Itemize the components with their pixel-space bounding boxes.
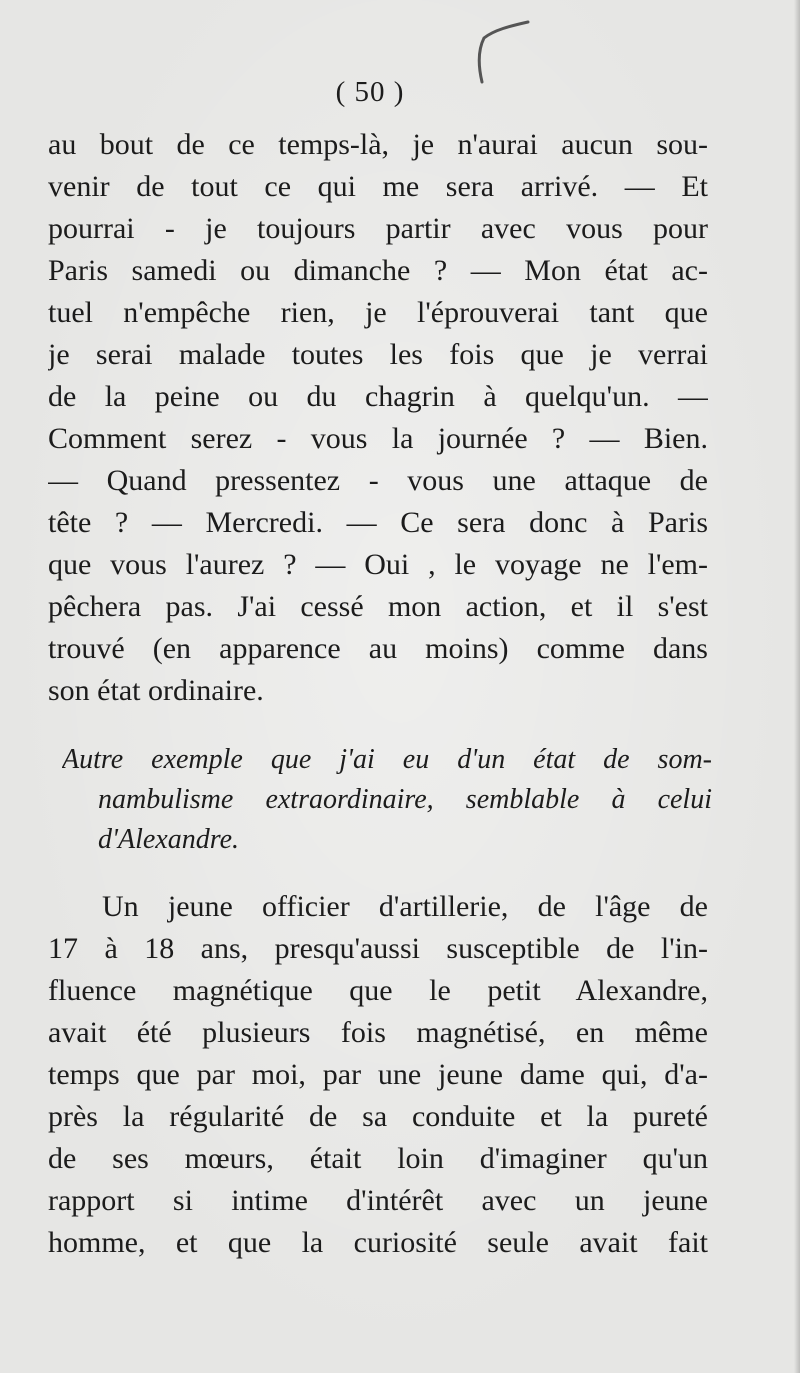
text-line: rapport si intime d'intérêt avec un jeune [48, 1184, 708, 1217]
text-line: tuel n'empêche rien, je l'éprouverai tant que [48, 296, 708, 329]
paragraph-1 [48, 124, 708, 712]
text-line: de ses mœurs, était loin d'imaginer qu'un [48, 1142, 708, 1175]
text-line: temps que par moi, par une jeune dame qui, d'a- [48, 1058, 708, 1091]
paragraph-2 [48, 886, 708, 1264]
text-line: que vous l'aurez ? — Oui , le voyage ne l'em- [48, 548, 708, 581]
text-line: homme, et que la curiosité seule avait fait [48, 1226, 708, 1259]
text-line: son état ordinaire. [48, 674, 264, 707]
text-line: 17 à 18 ans, presqu'aussi susceptible de l'in- [48, 932, 708, 965]
heading-line: Autre exemple que j'ai eu d'un état de som- [62, 744, 712, 775]
text-line: Un jeune officier d'artillerie, de l'âge de [102, 890, 708, 923]
heading-line: nambulisme extraordinaire, semblable à celui [98, 784, 712, 815]
text-line: pourrai - je toujours partir avec vous pour [48, 212, 708, 245]
text-line: Comment serez - vous la journée ? — Bien. [48, 422, 708, 455]
text-line: venir de tout ce qui me sera arrivé. — Et [48, 170, 708, 203]
text-line: pêchera pas. J'ai cessé mon action, et il s'est [48, 590, 708, 623]
text-line: je serai malade toutes les fois que je verrai [48, 338, 708, 371]
section-heading [62, 740, 712, 860]
page-edge-shadow [794, 0, 800, 1373]
text-line: — Quand pressentez - vous une attaque de [48, 464, 708, 497]
page-number: ( 50 ) [335, 76, 405, 108]
text-line: avait été plusieurs fois magnétisé, en même [48, 1016, 708, 1049]
text-line: près la régularité de sa conduite et la pureté [48, 1100, 708, 1133]
text-line: tête ? — Mercredi. — Ce sera donc à Paris [48, 506, 708, 539]
text-line: trouvé (en apparence au moins) comme dans [48, 632, 708, 665]
heading-line: d'Alexandre. [98, 824, 240, 855]
text-line: Paris samedi ou dimanche ? — Mon état ac- [48, 254, 708, 287]
text-line: de la peine ou du chagrin à quelqu'un. — [48, 380, 708, 413]
text-line: au bout de ce temps-là, je n'aurai aucun sou- [48, 128, 708, 161]
text-line: fluence magnétique que le petit Alexandre, [48, 974, 708, 1007]
